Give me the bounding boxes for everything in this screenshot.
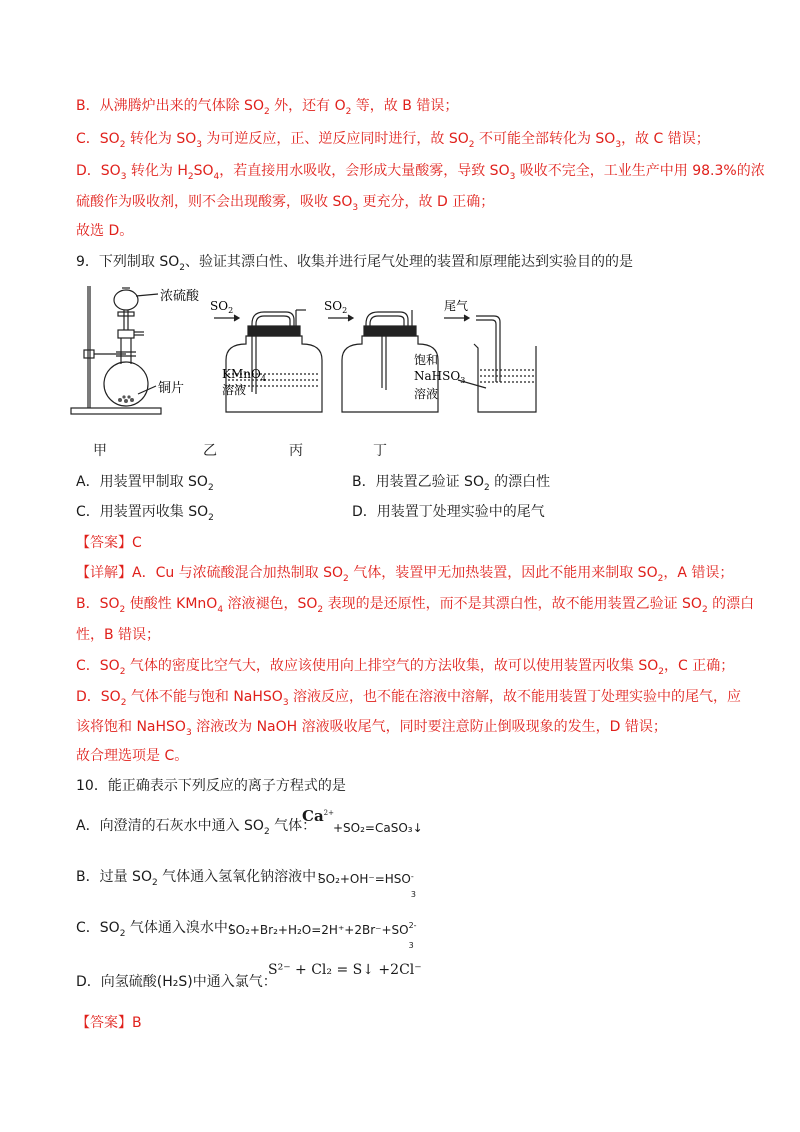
q10-a-ion: $Ca^{2+}$	[302, 807, 334, 825]
q9-answer: 【答案】C	[76, 535, 142, 551]
q9-detail-b-line1: B．$SO_2$ 使酸性 KMnO$_4$ 溶液褪色，$SO_2$ 表现的是还原性，而不是其漂白性，故不能用装置乙验证 $SO_2$ 的漂白	[76, 596, 755, 615]
q9-detail-d-line1: D．$SO_2$ 气体不能与饱和 NaHSO$_3$ 溶液反应，也不能在溶液中溶解，故不能用装置丁处理实验中的尾气，应	[76, 689, 741, 708]
label-copper-flakes: 铜片	[158, 381, 185, 396]
q9-conclusion: 故合理选项是 C。	[76, 748, 189, 764]
q8-explain-b: B．从沸腾炉出来的气体除 $SO_2$ 外，还有 $O_2$ 等，故 B 错误；	[76, 98, 459, 117]
q9-option-b[interactable]: B．用装置乙验证 $SO_2$ 的漂白性	[352, 474, 551, 493]
q10-option-c[interactable]: C．$SO_2$ 气体通入溴水中：	[76, 920, 242, 939]
q8-explain-c: C．$SO_2$ 转化为 $SO_3$ 为可逆反应，正、逆反应同时进行，故 $SO_2$ 不可能全部转化为 $SO_3$，故 C 错误；	[76, 131, 710, 150]
q10-option-d[interactable]: D．向氢硫酸(H₂S)中通入氯气：	[76, 974, 277, 990]
label-so2-yi: $SO_2$	[210, 299, 234, 315]
q10-option-b[interactable]: B．过量 $SO_2$ 气体通入氢氧化钠溶液中：	[76, 869, 331, 888]
q8-explain-d-line2: 硫酸作为吸收剂，则不会出现酸雾，吸收 $SO_3$ 更充分，故 D 正确；	[76, 194, 495, 213]
label-conc-sulfuric-acid: 浓硫酸	[160, 289, 200, 304]
label-nahso3: NaHSO$_3$	[414, 369, 466, 385]
q10-d-equation: S²⁻ + Cl₂ = S↓ +2Cl⁻	[268, 962, 422, 978]
caption-yi: 乙	[203, 443, 217, 459]
q8-choose: 故选 D。	[76, 223, 134, 239]
label-kmno4: KMnO$_4$	[222, 367, 266, 383]
caption-jia: 甲	[93, 443, 107, 459]
q9-stem: 9．下列制取 $SO_2$、验证其漂白性、收集并进行尾气处理的装置和原理能达到实验目的的是	[76, 254, 633, 273]
label-so2-bing: $SO_2$	[324, 299, 348, 315]
q9-detail-c: C．$SO_2$ 气体的密度比空气大，故应该使用向上排空气的方法收集，故可以使用装置丙收集 $SO_2$，C 正确；	[76, 658, 735, 677]
q9-detail-b-line2: 性，B 错误；	[76, 627, 161, 643]
q10-stem: 10．能正确表示下列反应的离子方程式的是	[76, 778, 346, 794]
label-tail-gas: 尾气	[444, 299, 469, 313]
label-saturated: 饱和	[414, 353, 439, 367]
q10-answer: 【答案】B	[76, 1015, 142, 1031]
label-solution-ding: 溶液	[414, 387, 439, 401]
q8-explain-d-line1: D．$SO_3$ 转化为 $H_2SO_4$，若直接用水吸收，会形成大量酸雾，导致 $SO_3$ 吸收不完全，工业生产中用 98.3%的浓	[76, 163, 765, 182]
q10-a-equation: +SO₂=CaSO₃↓	[333, 821, 423, 835]
caption-ding: 丁	[373, 443, 387, 459]
q10-b-equation: SO₂+OH⁻=HSO - 3	[318, 872, 416, 899]
q10-c-equation: SO₂+Br₂+H₂O=2H⁺+2Br⁻+SO 2- 3	[228, 921, 417, 950]
label-solution-yi: 溶液	[222, 383, 247, 397]
q9-option-c[interactable]: C．用装置丙收集 $SO_2$	[76, 504, 214, 523]
q10-option-a[interactable]: A．向澄清的石灰水中通入 $SO_2$ 气体：	[76, 818, 317, 837]
q9-detail-a: 【详解】A．Cu 与浓硫酸混合加热制取 $SO_2$ 气体，装置甲无加热装置，因此不能用来制取 $SO_2$，A 错误；	[76, 565, 734, 584]
q9-option-a[interactable]: A．用装置甲制取 $SO_2$	[76, 474, 214, 493]
q9-detail-d-line2: 该将饱和 NaHSO$_3$ 溶液改为 NaOH 溶液吸收尾气，同时要注意防止倒吸现象的发生，D 错误；	[76, 719, 667, 738]
q9-option-d[interactable]: D．用装置丁处理实验中的尾气	[352, 504, 545, 520]
q9-apparatus-figure	[66, 282, 546, 424]
caption-bing: 丙	[289, 443, 303, 459]
